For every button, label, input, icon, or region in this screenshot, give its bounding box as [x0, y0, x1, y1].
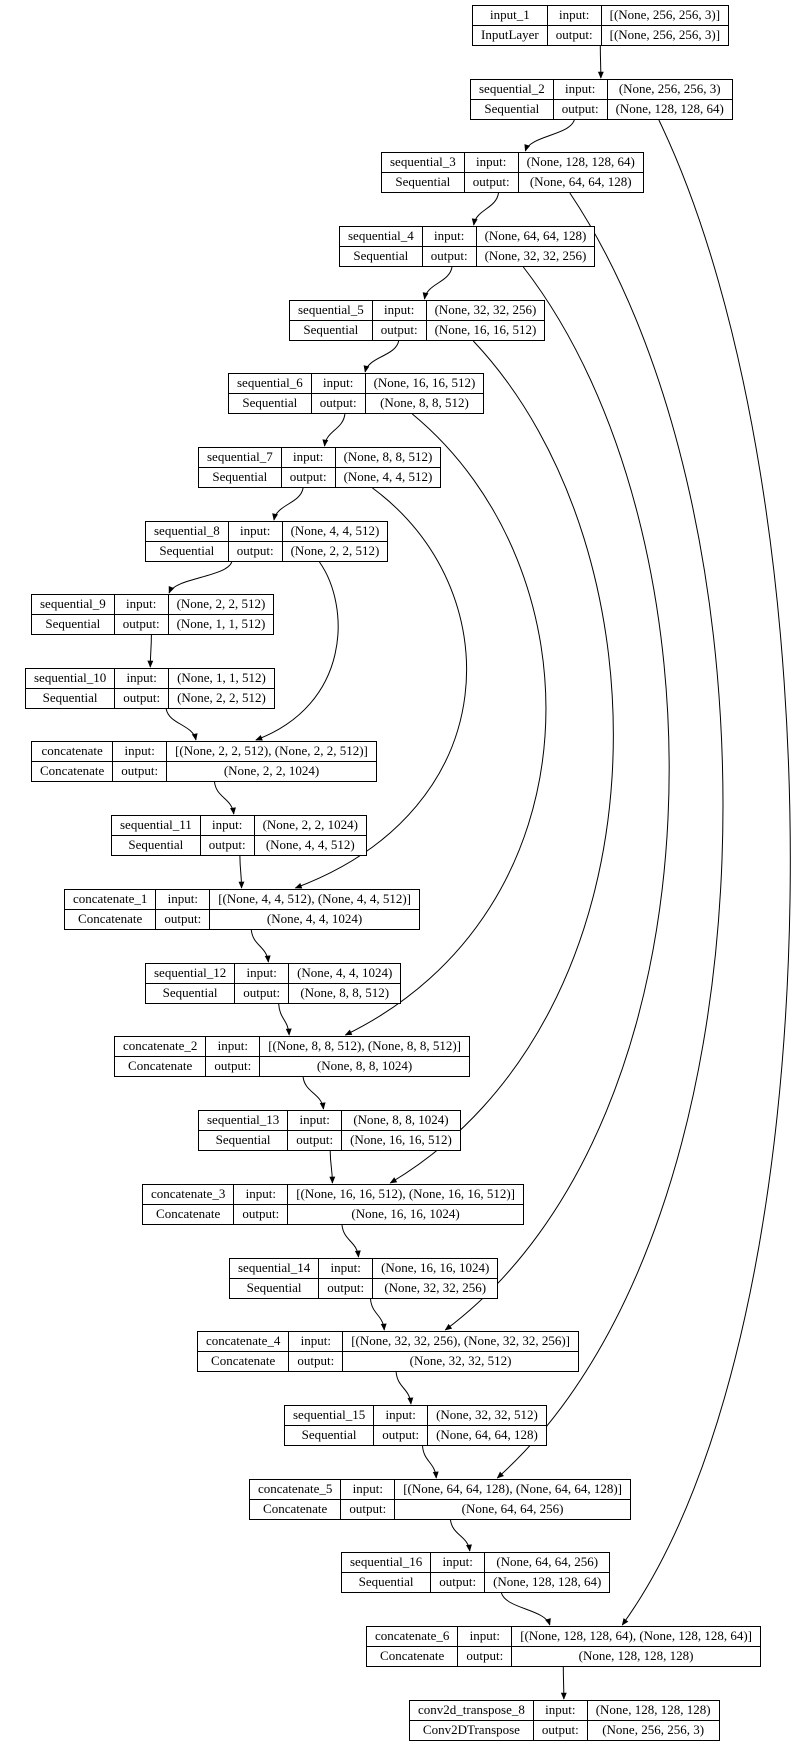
layer-class: Sequential: [146, 983, 234, 1003]
layer-name: sequential_7: [207, 449, 273, 464]
output-shape: (None, 8, 8, 1024): [259, 1056, 469, 1076]
edge-concatenate_1-to-sequential_12: [251, 930, 268, 962]
layer-node-concatenate_6: [366, 1626, 761, 1667]
layer-node-sequential_12: [145, 963, 401, 1004]
layer-node-sequential_13: [198, 1110, 461, 1151]
layer-class: Sequential: [382, 172, 464, 192]
input-label: input:: [553, 80, 607, 99]
layer-node-sequential_8: [145, 521, 388, 562]
layer-class: Conv2DTranspose: [410, 1720, 533, 1740]
layer-name: concatenate_3: [151, 1186, 226, 1201]
edge-sequential_8-to-sequential_9: [169, 562, 232, 593]
layer-class: Sequential: [290, 320, 372, 340]
layer-class: Sequential: [199, 1130, 287, 1150]
layer-class: Sequential: [342, 1572, 430, 1592]
edge-sequential_4-to-sequential_5: [425, 267, 453, 299]
output-label: output:: [205, 1056, 259, 1076]
layer-class: Sequential: [146, 541, 228, 561]
layer-node-conv2d_transpose_8: [409, 1700, 720, 1741]
layer-class: Concatenate: [115, 1056, 205, 1076]
output-label: output:: [114, 688, 168, 708]
input-label: input:: [288, 1332, 342, 1351]
input-label: input:: [547, 6, 601, 25]
output-shape: (None, 16, 16, 512): [341, 1130, 460, 1150]
edge-sequential_8-to-concatenate: [256, 562, 338, 740]
input-shape: (None, 16, 16, 512): [365, 374, 484, 393]
output-shape: (None, 1, 1, 512): [168, 614, 274, 634]
layer-node-sequential_9: [31, 594, 274, 635]
input-shape: (None, 16, 16, 1024): [372, 1259, 497, 1278]
layer-class: Sequential: [199, 467, 281, 487]
layer-class: Concatenate: [367, 1646, 457, 1666]
input-label: input:: [287, 1111, 341, 1130]
input-shape: [(None, 2, 2, 512), (None, 2, 2, 512)]: [166, 742, 376, 761]
edge-concatenate_6-to-conv2d_transpose_8: [563, 1667, 564, 1699]
output-shape: (None, 8, 8, 512): [365, 393, 484, 413]
layer-name: sequential_8: [154, 523, 220, 538]
layer-node-sequential_6: [228, 373, 484, 414]
layer-node-sequential_2: [470, 79, 733, 120]
output-label: output:: [287, 1130, 341, 1150]
edge-sequential_7-to-sequential_8: [274, 488, 303, 520]
layer-name: sequential_11: [120, 817, 192, 832]
output-label: output:: [233, 1204, 287, 1224]
layer-name: sequential_2: [479, 81, 545, 96]
layer-node-sequential_10: [25, 668, 275, 709]
layer-class: Sequential: [229, 393, 311, 413]
output-label: output:: [464, 172, 518, 192]
input-label: input:: [457, 1627, 511, 1646]
edge-concatenate-to-sequential_11: [215, 782, 234, 814]
input-shape: (None, 1, 1, 512): [168, 669, 274, 688]
edge-concatenate_5-to-sequential_16: [451, 1520, 470, 1551]
output-label: output:: [533, 1720, 587, 1740]
output-label: output:: [228, 541, 282, 561]
output-label: output:: [155, 909, 209, 929]
output-label: output:: [288, 1351, 342, 1371]
output-shape: (None, 4, 4, 512): [335, 467, 441, 487]
input-label: input:: [155, 890, 209, 909]
input-label: input:: [112, 742, 166, 761]
input-label: input:: [114, 595, 168, 614]
layer-class: Concatenate: [250, 1499, 340, 1519]
output-label: output:: [422, 246, 476, 266]
layer-node-sequential_7: [198, 447, 441, 488]
layer-node-concatenate: [31, 741, 377, 782]
layer-name: sequential_4: [348, 228, 414, 243]
output-shape: (None, 32, 32, 256): [476, 246, 595, 266]
output-label: output:: [318, 1278, 372, 1298]
layer-name: concatenate_5: [258, 1481, 333, 1496]
input-label: input:: [373, 1406, 427, 1425]
layer-class: Sequential: [32, 614, 114, 634]
output-label: output:: [112, 761, 166, 781]
input-shape: (None, 8, 8, 512): [335, 448, 441, 467]
input-label: input:: [114, 669, 168, 688]
layer-node-concatenate_4: [197, 1331, 579, 1372]
output-label: output:: [311, 393, 365, 413]
edge-sequential_11-to-concatenate_1: [240, 856, 242, 888]
output-shape: (None, 32, 32, 512): [342, 1351, 578, 1371]
layer-name: sequential_13: [207, 1112, 280, 1127]
edge-sequential_12-to-concatenate_2: [279, 1004, 289, 1035]
output-shape: (None, 2, 2, 512): [168, 688, 274, 708]
input-label: input:: [233, 1185, 287, 1204]
output-label: output:: [547, 25, 601, 45]
layer-node-sequential_4: [339, 226, 595, 267]
edge-concatenate_2-to-sequential_13: [303, 1077, 323, 1109]
edge-sequential_15-to-concatenate_5: [423, 1446, 437, 1478]
output-label: output:: [281, 467, 335, 487]
output-label: output:: [340, 1499, 394, 1519]
layer-node-concatenate_5: [249, 1479, 631, 1520]
output-shape: (None, 8, 8, 512): [288, 983, 400, 1003]
edge-sequential_10-to-concatenate: [166, 709, 196, 740]
input-shape: (None, 32, 32, 256): [426, 301, 545, 320]
input-label: input:: [318, 1259, 372, 1278]
output-shape: (None, 128, 128, 64): [484, 1572, 609, 1592]
input-label: input:: [311, 374, 365, 393]
output-label: output:: [430, 1572, 484, 1592]
input-label: input:: [205, 1037, 259, 1056]
input-label: input:: [533, 1701, 587, 1720]
input-shape: (None, 8, 8, 1024): [341, 1111, 460, 1130]
input-shape: (None, 128, 128, 64): [518, 153, 643, 172]
input-shape: [(None, 32, 32, 256), (None, 32, 32, 256)]: [342, 1332, 578, 1351]
layer-name: sequential_3: [390, 154, 456, 169]
output-shape: (None, 128, 128, 64): [607, 99, 732, 119]
input-shape: [(None, 16, 16, 512), (None, 16, 16, 512)]: [287, 1185, 523, 1204]
input-label: input:: [372, 301, 426, 320]
output-shape: (None, 64, 64, 256): [394, 1499, 630, 1519]
output-shape: (None, 16, 16, 512): [426, 320, 545, 340]
output-shape: (None, 2, 2, 512): [282, 541, 388, 561]
layer-name: sequential_14: [238, 1260, 311, 1275]
layer-name: sequential_9: [40, 596, 106, 611]
layer-class: Sequential: [471, 99, 553, 119]
edge-sequential_3-to-concatenate_5: [497, 193, 723, 1478]
edge-sequential_2-to-sequential_3: [525, 120, 574, 151]
layer-node-sequential_14: [229, 1258, 498, 1299]
output-label: output:: [372, 320, 426, 340]
layer-class: Concatenate: [65, 909, 155, 929]
output-shape: [(None, 256, 256, 3)]: [601, 25, 728, 45]
layer-class: Sequential: [285, 1425, 373, 1445]
edge-sequential_6-to-sequential_7: [325, 414, 345, 446]
layer-class: Sequential: [230, 1278, 318, 1298]
input-shape: (None, 32, 32, 512): [427, 1406, 546, 1425]
edge-concatenate_3-to-sequential_14: [342, 1225, 359, 1257]
output-shape: (None, 256, 256, 3): [587, 1720, 719, 1740]
edge-sequential_2-to-concatenate_6: [622, 120, 790, 1625]
layer-name: sequential_15: [293, 1407, 366, 1422]
layer-class: Sequential: [26, 688, 114, 708]
layer-node-sequential_15: [284, 1405, 547, 1446]
input-shape: (None, 2, 2, 512): [168, 595, 274, 614]
layer-class: InputLayer: [473, 25, 547, 45]
output-label: output:: [200, 835, 254, 855]
output-label: output:: [114, 614, 168, 634]
input-shape: [(None, 64, 64, 128), (None, 64, 64, 128)]: [394, 1480, 630, 1499]
input-label: input:: [228, 522, 282, 541]
input-shape: [(None, 256, 256, 3)]: [601, 6, 728, 25]
input-shape: [(None, 128, 128, 64), (None, 128, 128, 64)]: [511, 1627, 760, 1646]
layer-name: concatenate_4: [206, 1333, 281, 1348]
input-shape: (None, 2, 2, 1024): [254, 816, 366, 835]
edge-sequential_5-to-sequential_6: [365, 341, 399, 372]
input-shape: [(None, 4, 4, 512), (None, 4, 4, 512)]: [209, 890, 419, 909]
layer-name: sequential_6: [237, 375, 303, 390]
input-label: input:: [422, 227, 476, 246]
edge-sequential_9-to-sequential_10: [150, 635, 151, 667]
output-shape: (None, 64, 64, 128): [427, 1425, 546, 1445]
layer-class: Sequential: [112, 835, 200, 855]
input-label: input:: [464, 153, 518, 172]
layer-name: sequential_16: [350, 1554, 423, 1569]
input-label: input:: [200, 816, 254, 835]
edge-sequential_6-to-concatenate_2: [345, 414, 546, 1035]
layer-name: input_1: [490, 7, 530, 22]
input-shape: [(None, 8, 8, 512), (None, 8, 8, 512)]: [259, 1037, 469, 1056]
input-shape: (None, 128, 128, 128): [587, 1701, 719, 1720]
output-shape: (None, 16, 16, 1024): [287, 1204, 523, 1224]
layer-name: sequential_5: [298, 302, 364, 317]
input-shape: (None, 256, 256, 3): [607, 80, 732, 99]
input-shape: (None, 64, 64, 256): [484, 1553, 609, 1572]
layer-node-concatenate_2: [114, 1036, 470, 1077]
edge-sequential_14-to-concatenate_4: [371, 1299, 385, 1330]
output-shape: (None, 128, 128, 128): [511, 1646, 760, 1666]
input-label: input:: [281, 448, 335, 467]
input-shape: (None, 4, 4, 1024): [288, 964, 400, 983]
layer-class: Sequential: [340, 246, 422, 266]
output-label: output:: [234, 983, 288, 1003]
edge-sequential_4-to-concatenate_4: [445, 267, 669, 1330]
layer-name: concatenate_2: [123, 1038, 198, 1053]
output-label: output:: [457, 1646, 511, 1666]
layer-name: concatenate: [41, 743, 103, 758]
layer-node-sequential_3: [381, 152, 644, 193]
output-shape: (None, 32, 32, 256): [372, 1278, 497, 1298]
input-shape: (None, 4, 4, 512): [282, 522, 388, 541]
output-shape: (None, 4, 4, 512): [254, 835, 366, 855]
layer-node-sequential_5: [289, 300, 545, 341]
layer-name: concatenate_1: [73, 891, 148, 906]
layer-node-sequential_11: [111, 815, 367, 856]
layer-name: conv2d_transpose_8: [418, 1702, 525, 1717]
layer-name: sequential_10: [34, 670, 107, 685]
layer-name: sequential_12: [154, 965, 227, 980]
layer-node-sequential_16: [341, 1552, 610, 1593]
layer-class: Concatenate: [143, 1204, 233, 1224]
layer-node-input_1: [472, 5, 729, 46]
input-label: input:: [340, 1480, 394, 1499]
output-shape: (None, 2, 2, 1024): [166, 761, 376, 781]
layer-class: Concatenate: [32, 761, 112, 781]
edge-sequential_3-to-sequential_4: [474, 193, 499, 225]
edge-concatenate_4-to-sequential_15: [396, 1372, 411, 1404]
input-label: input:: [234, 964, 288, 983]
edge-input_1-to-sequential_2: [600, 46, 601, 78]
layer-node-concatenate_1: [64, 889, 420, 930]
input-label: input:: [430, 1553, 484, 1572]
output-shape: (None, 64, 64, 128): [518, 172, 643, 192]
layer-class: Concatenate: [198, 1351, 288, 1371]
output-label: output:: [553, 99, 607, 119]
input-shape: (None, 64, 64, 128): [476, 227, 595, 246]
output-label: output:: [373, 1425, 427, 1445]
edge-sequential_16-to-concatenate_6: [501, 1593, 549, 1625]
output-shape: (None, 4, 4, 1024): [209, 909, 419, 929]
layer-node-concatenate_3: [142, 1184, 524, 1225]
layer-name: concatenate_6: [375, 1628, 450, 1643]
edge-sequential_13-to-concatenate_3: [330, 1151, 332, 1183]
